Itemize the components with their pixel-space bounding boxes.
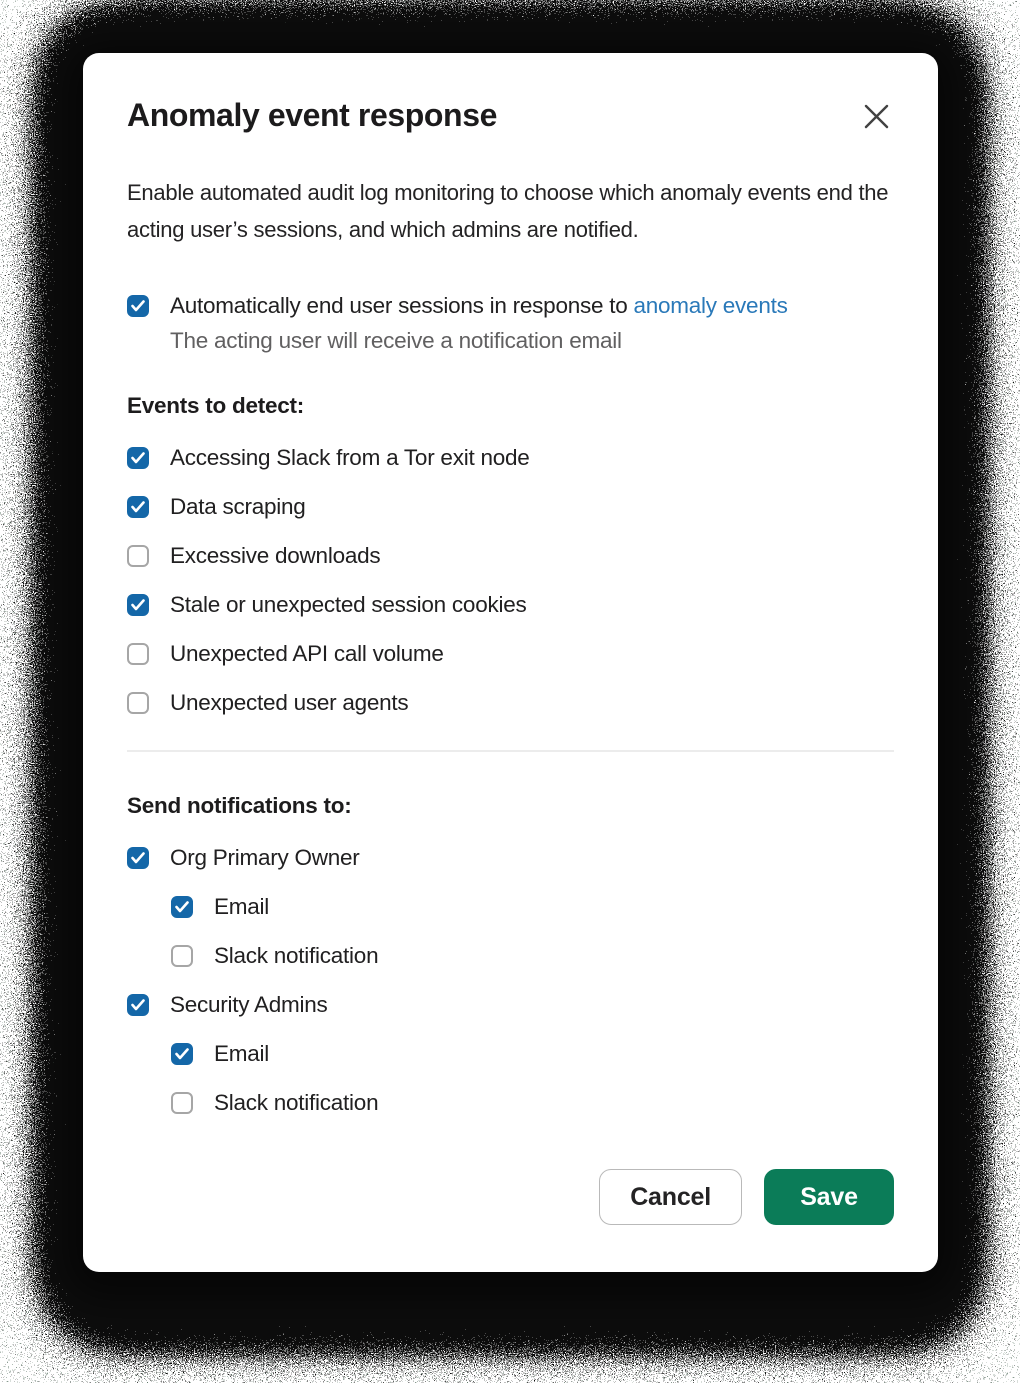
checkbox-label: Unexpected API call volume	[170, 641, 444, 666]
checkbox-label: Slack notification	[214, 1090, 379, 1115]
notify-row-org-primary-owner[interactable]	[127, 844, 894, 872]
checkbox-label: Stale or unexpected session cookies	[170, 592, 527, 617]
event-row-tor-exit-node[interactable]	[127, 444, 894, 472]
event-row-excessive-downloads[interactable]	[127, 542, 894, 570]
dialog-description: Enable automated audit log monitoring to choose which anomaly events end the acting user’s sessions, and which admins are notified.	[127, 180, 889, 242]
checkbox-security-admins-email[interactable]	[171, 1043, 193, 1065]
checkmark-icon	[175, 901, 189, 913]
notify-row-org-owner-slack[interactable]	[171, 942, 894, 970]
event-row-data-scraping[interactable]	[127, 493, 894, 521]
checkbox-label: Email	[214, 1041, 270, 1066]
checkmark-icon	[131, 501, 145, 513]
checkbox-security-admins-slack[interactable]	[171, 1092, 193, 1114]
notify-row-security-admins[interactable]	[127, 991, 894, 1019]
checkmark-icon	[131, 999, 145, 1011]
send-notifications-heading: Send notifications to:	[127, 793, 352, 818]
checkbox-security-admins[interactable]	[127, 994, 149, 1016]
event-row-session-cookies[interactable]	[127, 591, 894, 619]
notify-row-security-admins-email[interactable]	[171, 1040, 894, 1068]
events-to-detect-heading: Events to detect:	[127, 393, 305, 418]
close-icon	[863, 103, 890, 130]
auto-end-sessions-label	[170, 292, 788, 320]
checkbox-label: Data scraping	[170, 494, 306, 519]
checkmark-icon	[131, 852, 145, 864]
auto-end-sessions-label-text: Automatically end user sessions in response to	[170, 293, 634, 318]
auto-end-sessions-note: The acting user will receive a notification email	[170, 328, 622, 353]
checkbox-session-cookies[interactable]	[127, 594, 149, 616]
save-button[interactable]: Save	[764, 1169, 894, 1225]
checkbox-data-scraping[interactable]	[127, 496, 149, 518]
section-divider	[127, 750, 894, 752]
notifications-list	[127, 844, 894, 1117]
auto-end-sessions-section	[127, 292, 894, 356]
checkbox-label: Unexpected user agents	[170, 690, 409, 715]
checkbox-excessive-downloads[interactable]	[127, 545, 149, 567]
event-row-api-call-volume[interactable]	[127, 640, 894, 668]
checkbox-org-owner-email[interactable]	[171, 896, 193, 918]
events-list	[127, 444, 894, 717]
dialog-title: Anomaly event response	[127, 97, 497, 133]
checkbox-api-call-volume[interactable]	[127, 643, 149, 665]
checkbox-label: Slack notification	[214, 943, 379, 968]
auto-end-sessions-checkbox[interactable]	[127, 295, 149, 317]
checkmark-icon	[131, 452, 145, 464]
close-button[interactable]	[859, 99, 894, 134]
checkbox-org-primary-owner[interactable]	[127, 847, 149, 869]
checkbox-label: Email	[214, 894, 270, 919]
checkmark-icon	[131, 599, 145, 611]
checkbox-org-owner-slack[interactable]	[171, 945, 193, 967]
anomaly-event-response-dialog	[83, 53, 938, 1272]
checkbox-label: Org Primary Owner	[170, 845, 360, 870]
anomaly-events-link[interactable]: anomaly events	[633, 293, 788, 318]
dialog-header	[127, 93, 894, 135]
checkbox-tor-exit-node[interactable]	[127, 447, 149, 469]
checkbox-label: Accessing Slack from a Tor exit node	[170, 445, 530, 470]
auto-end-sessions-row[interactable]	[127, 292, 894, 320]
cancel-button[interactable]: Cancel	[599, 1169, 742, 1225]
event-row-user-agents[interactable]	[127, 689, 894, 717]
checkmark-icon	[131, 300, 145, 312]
checkbox-user-agents[interactable]	[127, 692, 149, 714]
checkbox-label: Security Admins	[170, 992, 328, 1017]
notify-row-security-admins-slack[interactable]	[171, 1089, 894, 1117]
dialog-footer	[127, 1169, 894, 1225]
notify-row-org-owner-email[interactable]	[171, 893, 894, 921]
checkbox-label: Excessive downloads	[170, 543, 381, 568]
checkmark-icon	[175, 1048, 189, 1060]
